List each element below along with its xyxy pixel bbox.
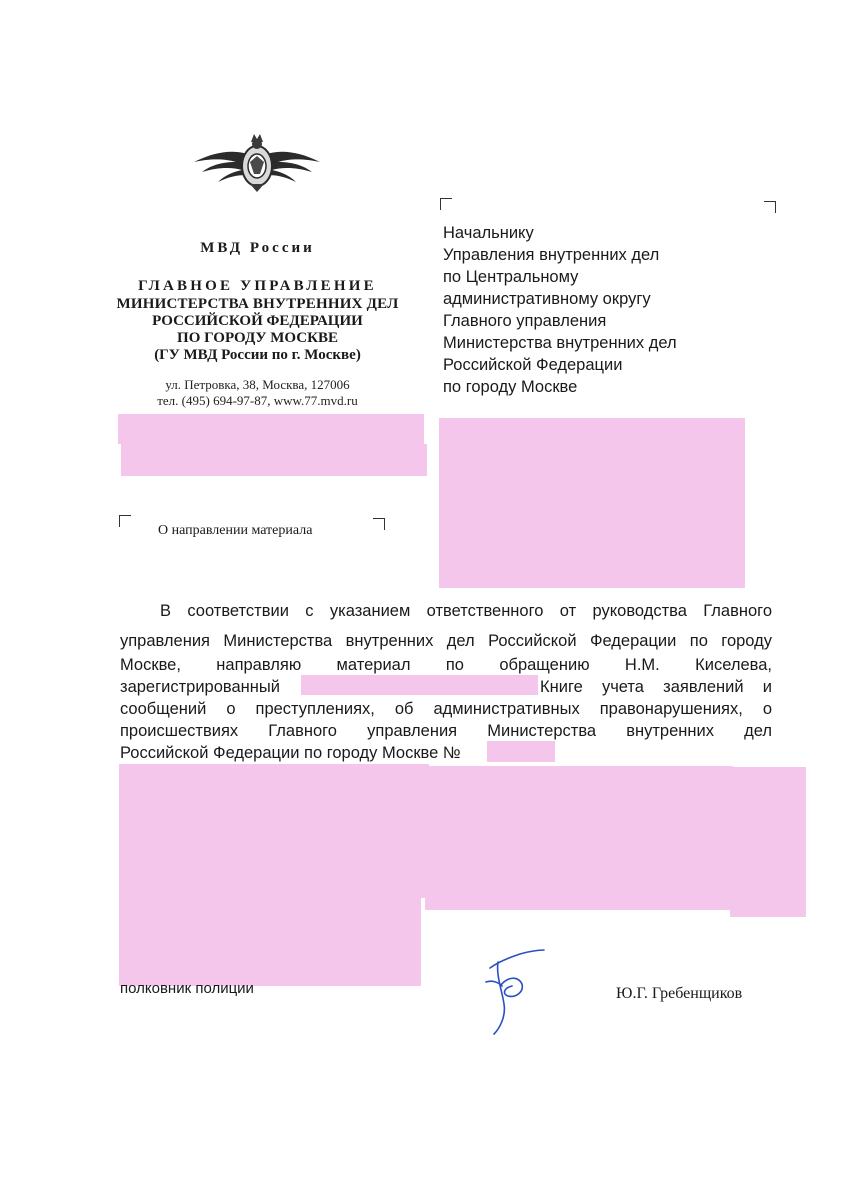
redaction-box (730, 767, 806, 917)
signer-rank: полковник полиции (120, 980, 254, 997)
addressee-line: по городу Москве (443, 378, 578, 396)
org-name-line3: РОССИЙСКОЙ ФЕДЕРАЦИИ (152, 313, 363, 329)
org-contacts: тел. (495) 694-97-87, www.77.mvd.ru (157, 393, 358, 408)
corner-mark (119, 515, 131, 527)
addressee-line: Министерства внутренних дел (443, 334, 677, 352)
signer-name: Ю.Г. Гребенщиков (616, 985, 743, 1002)
redaction-box (439, 418, 745, 588)
redaction-box (121, 444, 427, 476)
org-name-line1: ГЛАВНОЕ УПРАВЛЕНИЕ (138, 278, 377, 294)
body-line: Москве, направляю материал по обращению Н.М. Киселева, (120, 656, 772, 674)
redaction-box (119, 764, 429, 898)
redaction-box (119, 898, 421, 986)
corner-mark (764, 201, 776, 213)
mvd-emblem (192, 128, 322, 196)
redaction-box (487, 741, 555, 762)
addressee-line: Начальнику (443, 224, 534, 242)
body-line: сообщений о преступлениях, об административных правонарушениях, о (120, 700, 772, 718)
ministry-name: МВД России (200, 240, 315, 256)
body-line: происшествиях Главного управления Министерства внутренних дел (120, 722, 772, 740)
body-line: управления Министерства внутренних дел Российской Федерации по городу (120, 632, 772, 650)
org-address: ул. Петровка, 38, Москва, 127006 (165, 377, 350, 392)
letter-subject: О направлении материала (158, 523, 313, 538)
addressee-line: Главного управления (443, 312, 607, 330)
org-abbreviation: (ГУ МВД России по г. Москве) (154, 347, 361, 363)
handwritten-signature (478, 946, 548, 1036)
redaction-box (425, 766, 733, 910)
body-line: В соответствии с указанием ответственного от руководства Главного (160, 602, 772, 620)
addressee-line: по Центральному (443, 268, 579, 286)
addressee-line: административному округу (443, 290, 651, 308)
org-name-line2: МИНИСТЕРСТВА ВНУТРЕННИХ ДЕЛ (116, 296, 399, 312)
redaction-box (301, 675, 538, 695)
body-line: зарегистрированный (120, 678, 280, 696)
redaction-box (118, 414, 424, 444)
org-name-line4: ПО ГОРОДУ МОСКВЕ (177, 330, 338, 346)
corner-mark (440, 198, 452, 210)
body-line: Российской Федерации по городу Москве № (120, 744, 461, 762)
corner-mark (373, 518, 385, 530)
body-line: Книге учета заявлений и (540, 678, 772, 696)
addressee-block (443, 222, 763, 398)
addressee-line: Управления внутренних дел (443, 246, 660, 264)
addressee-line: Российской Федерации (443, 356, 623, 374)
